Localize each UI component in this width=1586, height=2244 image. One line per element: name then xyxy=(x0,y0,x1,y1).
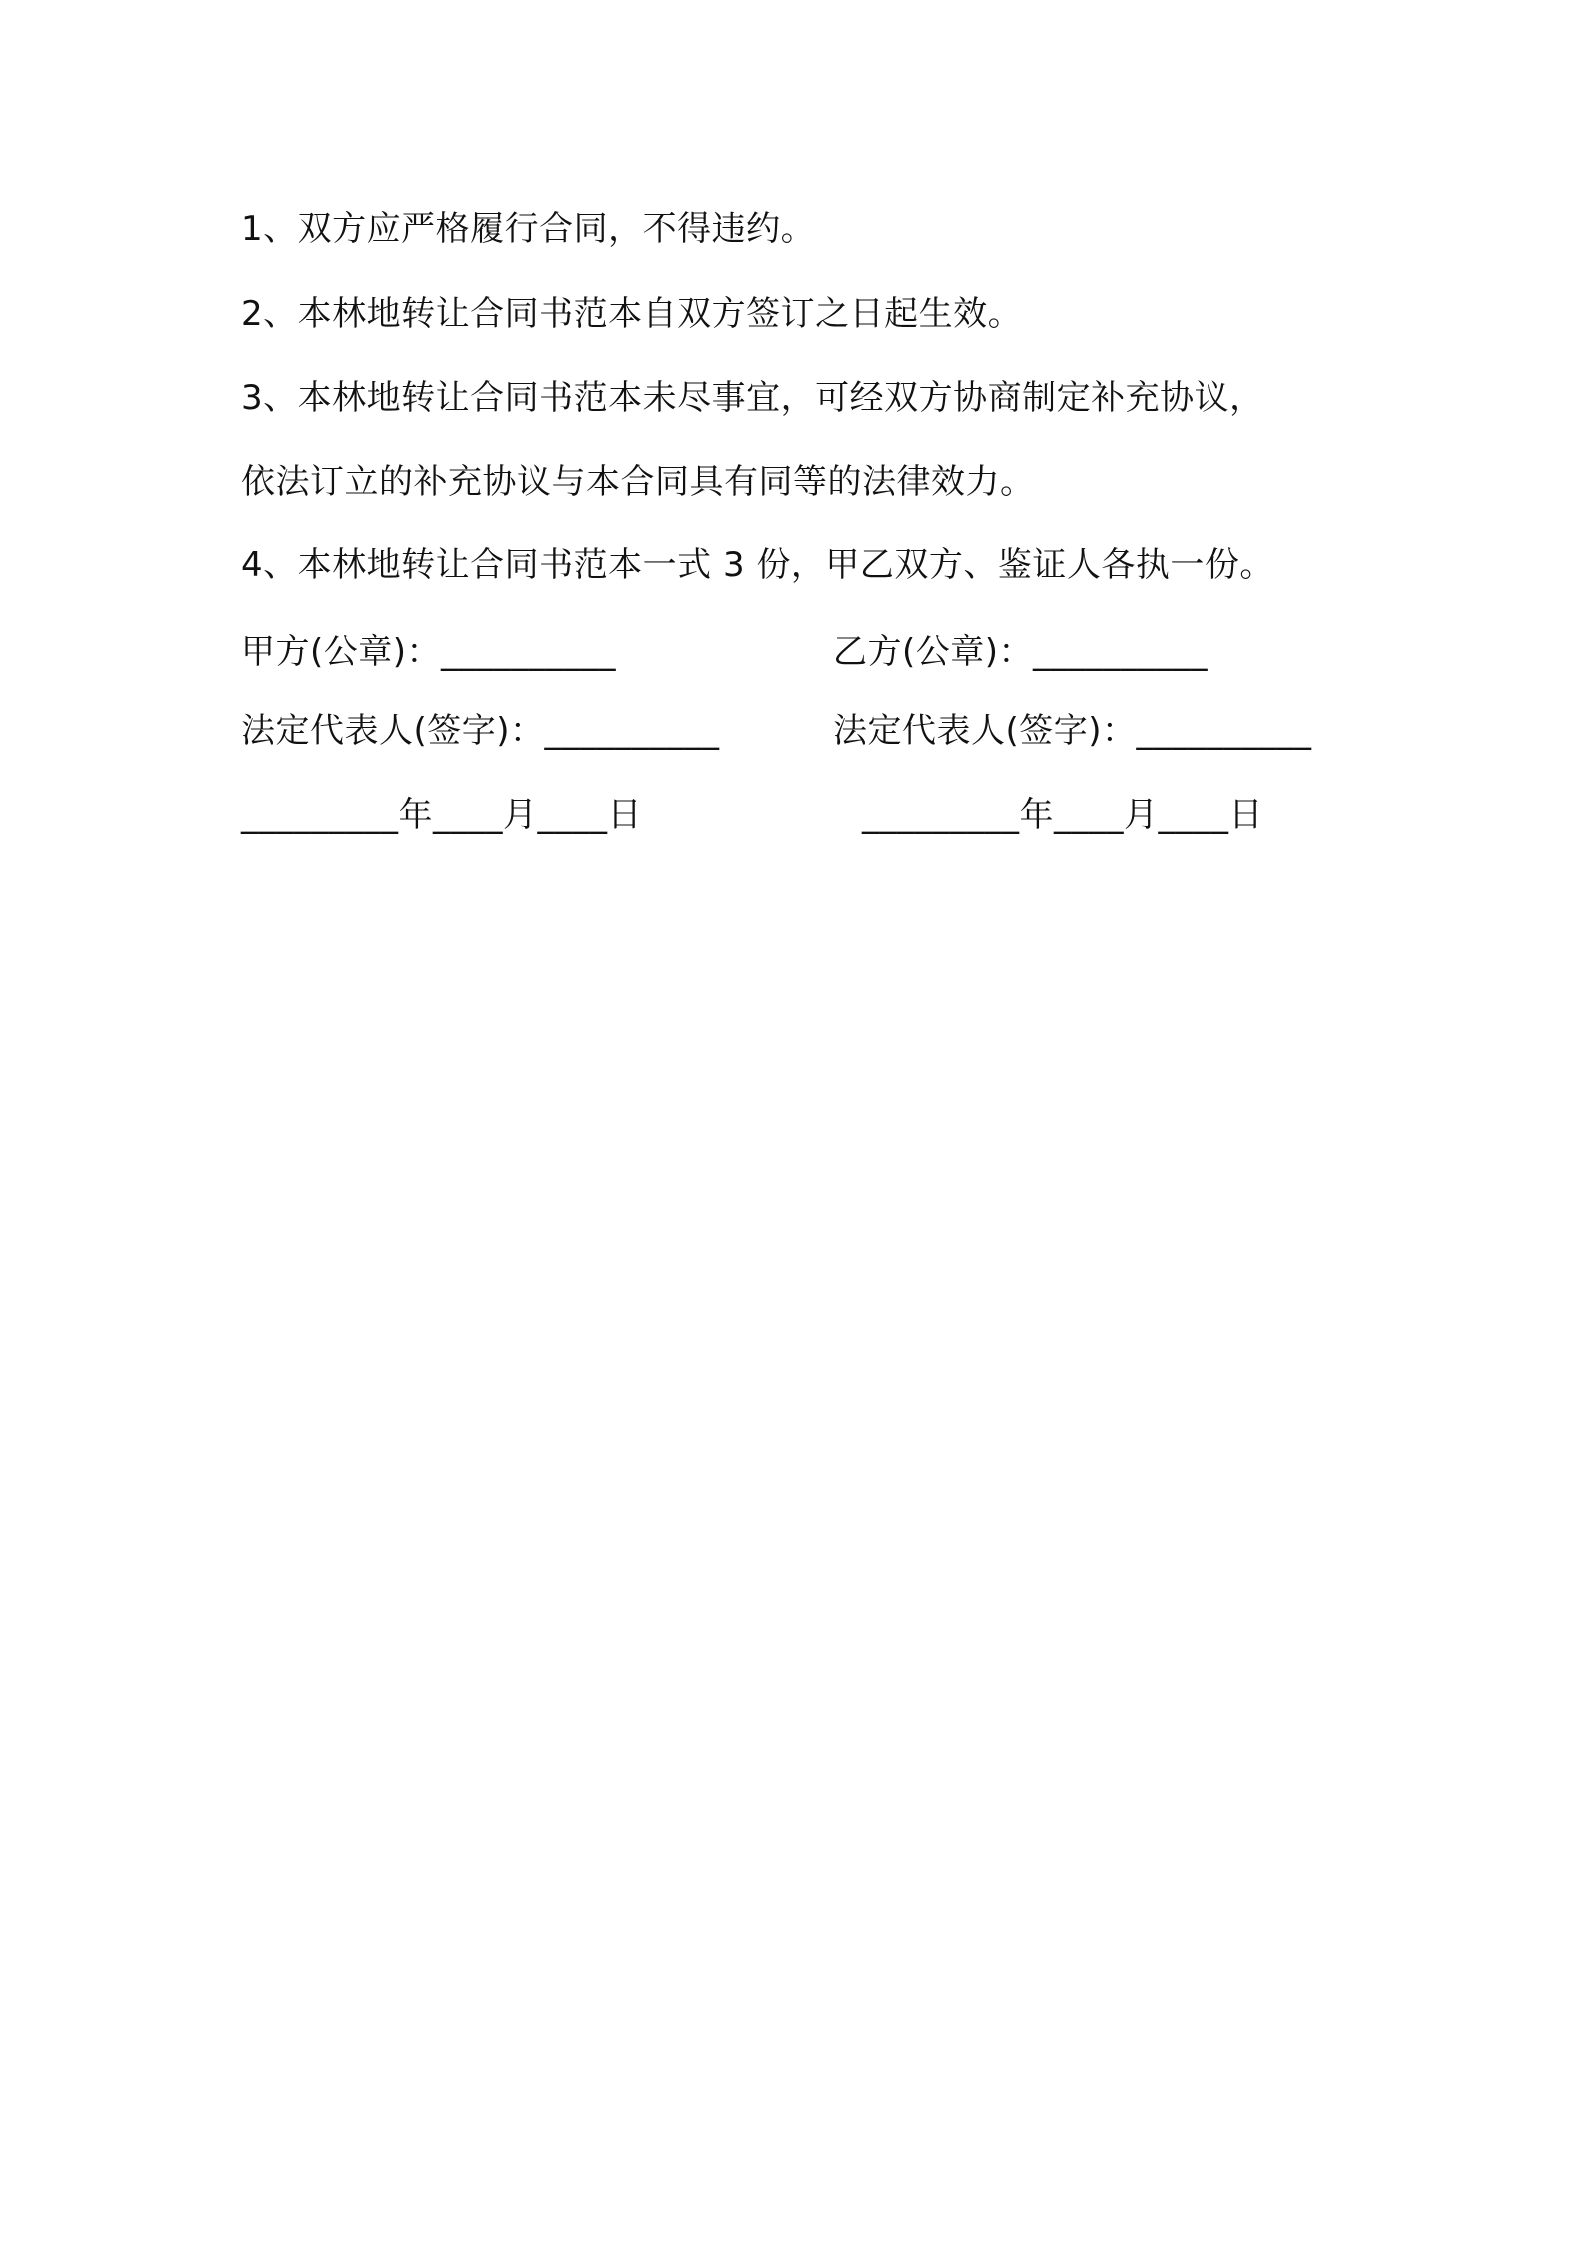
party-b-date-field: _________年____月____日 xyxy=(862,795,1263,835)
party-b-seal-field: 乙方(公章)：__________ xyxy=(833,632,1209,672)
clause-3: 3、本林地转让合同书范本未尽事宜，可经双方协商制定补充协议， xyxy=(241,378,1264,418)
party-a-seal-field: 甲方(公章)：__________ xyxy=(241,632,617,672)
clause-2: 2、本林地转让合同书范本自双方签订之日起生效。 xyxy=(241,294,1023,334)
party-b-representative-field: 法定代表人(签字)：__________ xyxy=(833,711,1312,751)
clause-1: 1、双方应严格履行合同，不得违约。 xyxy=(241,209,816,249)
party-a-representative-field: 法定代表人(签字)：__________ xyxy=(241,711,720,751)
party-a-date-field: _________年____月____日 xyxy=(241,795,642,835)
clause-3-continued: 依法订立的补充协议与本合同具有同等的法律效力。 xyxy=(241,462,1035,502)
clause-4: 4、本林地转让合同书范本一式 3 份，甲乙双方、鉴证人各执一份。 xyxy=(241,545,1274,585)
